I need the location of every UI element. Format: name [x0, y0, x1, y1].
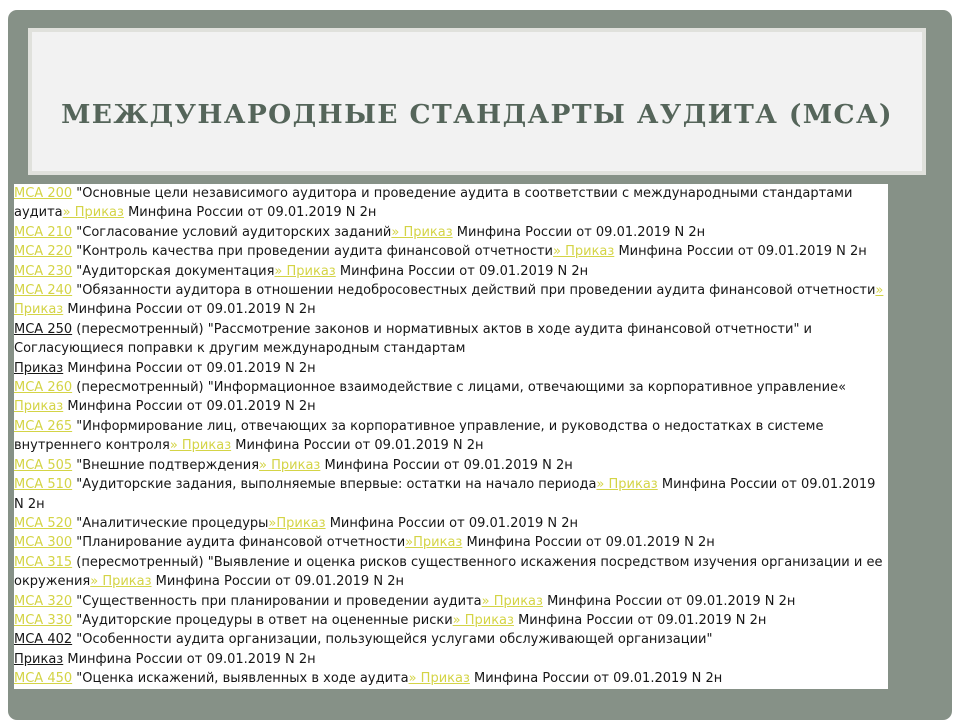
standard-description: "Контроль качества при проведении аудита финансовой отчетности	[72, 244, 554, 260]
slide-title: МЕЖДУНАРОДНЫЕ СТАНДАРТЫ АУДИТА (МСА)	[61, 99, 893, 130]
order-link[interactable]: » Приказ	[452, 612, 514, 628]
standard-code-link[interactable]: МСА 210	[14, 224, 73, 240]
order-link[interactable]: » Приказ	[596, 477, 658, 493]
standard-code-link[interactable]: МСА 300	[14, 535, 73, 551]
standard-entry	[14, 242, 888, 261]
order-link[interactable]: » Приказ	[14, 283, 884, 318]
order-link[interactable]: »Приказ	[405, 535, 463, 551]
standard-code-link[interactable]: МСА 402	[14, 632, 73, 648]
slide	[8, 10, 952, 720]
standard-code-link[interactable]: МСА 330	[14, 612, 73, 628]
order-reference: Минфина России от 09.01.2019 N 2н	[320, 457, 573, 473]
standard-code-link[interactable]: МСА 450	[14, 671, 73, 687]
order-link[interactable]: » Приказ	[274, 263, 336, 279]
standard-code-link[interactable]: МСА 265	[14, 418, 73, 434]
order-reference: Минфина России от 09.01.2019 N 2н	[63, 651, 316, 667]
standard-description: "Согласование условий аудиторских заданий	[72, 224, 392, 240]
order-link[interactable]: » Приказ	[481, 593, 543, 609]
standard-code-link[interactable]: МСА 315	[14, 554, 73, 570]
standard-code-link[interactable]: МСА 510	[14, 477, 73, 493]
standard-entry	[14, 184, 888, 223]
order-link[interactable]: » Приказ	[553, 244, 615, 260]
order-link[interactable]: » Приказ	[62, 205, 124, 221]
standard-description: "Оценка искажений, выявленных в ходе аудита	[72, 671, 409, 687]
standard-code-link[interactable]: МСА 230	[14, 263, 73, 279]
standard-entry	[14, 262, 888, 281]
order-reference: Минфина России от 09.01.2019 N 2н	[231, 438, 484, 454]
standard-description: "Внешние подтверждения	[72, 457, 260, 473]
standard-description: "Планирование аудита финансовой отчетности	[72, 535, 406, 551]
standard-entry	[14, 475, 888, 514]
standard-description: "Аналитические процедуры	[72, 515, 269, 531]
order-link[interactable]: » Приказ	[169, 438, 232, 454]
standard-entry	[14, 553, 888, 592]
standard-code-link[interactable]: МСА 520	[14, 515, 73, 531]
standard-code-link[interactable]: МСА 260	[14, 380, 73, 396]
order-reference: Минфина России от 09.01.2019 N 2н	[123, 205, 377, 221]
order-reference: Минфина России от 09.01.2019 N 2н	[513, 612, 767, 628]
order-reference: Минфина России от 09.01.2019 N 2н	[63, 302, 316, 318]
standard-code-link[interactable]: МСА 200	[14, 186, 73, 201]
standard-code-link[interactable]: МСА 240	[14, 283, 73, 299]
standard-entry	[14, 281, 888, 320]
order-reference: Минфина России от 09.01.2019 N 2н	[63, 360, 316, 376]
order-reference: Минфина России от 09.01.2019 N 2н	[325, 515, 579, 531]
standard-code-link[interactable]: МСА 505	[14, 457, 73, 473]
standard-description: "Существенность при планировании и проведении аудита	[72, 593, 482, 609]
order-reference: Минфина России от 09.01.2019 N 2н	[335, 263, 589, 279]
order-link[interactable]: Приказ	[14, 651, 64, 667]
order-reference: Минфина России от 09.01.2019 N 2н	[151, 574, 404, 590]
standard-description: "Основные цели независимого аудитора и проведение аудита в соответствии с международными стандартами аудита	[14, 186, 853, 221]
order-reference: Минфина России от 09.01.2019 N 2н	[469, 671, 723, 687]
standard-description: "Особенности аудита организации, пользующейся услугами обслуживающей организации"	[72, 632, 713, 648]
standard-entry	[14, 378, 888, 417]
order-link[interactable]: Приказ	[14, 399, 64, 415]
standard-entry	[14, 592, 888, 611]
standard-description: (пересмотренный) "Рассмотрение законов и нормативных актов в ходе аудита финансовой отчетности" и Согласующиеся поправки к другим международным стандартам	[14, 321, 812, 357]
standard-code-link[interactable]: МСА 220	[14, 244, 73, 260]
standard-entry	[14, 611, 888, 630]
standard-description: (пересмотренный) "Выявление и оценка рисков существенного искажения посредством изучения организации и ее окружения	[14, 554, 883, 590]
standard-code-link[interactable]: МСА 250	[14, 321, 73, 337]
standard-entry	[14, 630, 888, 649]
standard-code-link[interactable]: МСА 320	[14, 593, 73, 609]
standard-description: "Аудиторские процедуры в ответ на оцененные риски	[72, 612, 453, 628]
order-link[interactable]: » Приказ	[391, 224, 453, 240]
title-box	[28, 28, 926, 175]
order-link[interactable]: » Приказ	[90, 574, 152, 590]
standard-description: "Информирование лиц, отвечающих за корпоративное управление, и руководства о недостатках в системе внутреннего контроля	[14, 418, 824, 454]
order-link[interactable]: » Приказ	[259, 457, 321, 473]
order-link[interactable]: » Приказ	[408, 671, 470, 687]
standard-description: "Аудиторские задания, выполняемые впервые: остатки на начало периода	[72, 477, 597, 493]
order-reference: Минфина России от 09.01.2019 N 2н	[462, 535, 715, 551]
standard-description: "Обязанности аудитора в отношении недобросовестных действий при проведении аудита финансовой отчетности	[72, 283, 876, 299]
order-reference: Минфина России от 09.01.2019 N 2н	[63, 399, 316, 415]
standard-entry	[14, 320, 888, 359]
order-reference: Минфина России от 09.01.2019 N 2н	[452, 224, 706, 240]
order-link[interactable]: Приказ	[14, 360, 64, 376]
order-reference: Минфина России от 09.01.2019 N 2н	[614, 244, 867, 260]
standard-entry	[14, 514, 888, 533]
order-reference: Минфина России от 09.01.2019 N 2н	[542, 593, 796, 609]
standards-list	[14, 184, 888, 689]
standard-entry	[14, 456, 888, 475]
order-link[interactable]: »Приказ	[268, 515, 326, 531]
standard-description: "Аудиторская документация	[72, 263, 275, 279]
standard-entry	[14, 650, 888, 669]
standard-entry	[14, 669, 888, 688]
standard-entry	[14, 359, 888, 378]
standard-entry	[14, 417, 888, 456]
order-reference: Минфина России от 09.01.2019 N 2н	[14, 477, 876, 512]
standard-description: (пересмотренный) "Информационное взаимодействие с лицами, отвечающими за корпоративное управление«	[72, 380, 847, 396]
standard-entry	[14, 533, 888, 552]
standard-entry	[14, 223, 888, 242]
